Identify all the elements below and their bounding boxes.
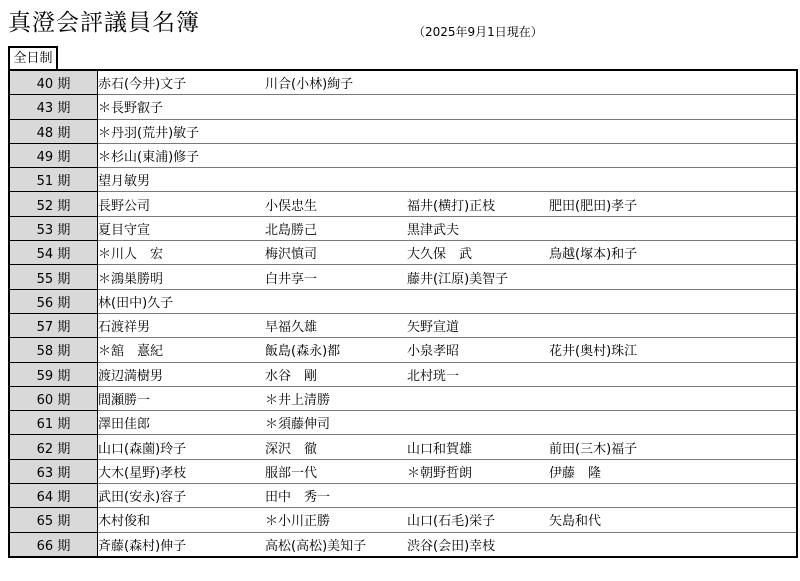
period-cell: 63 期 bbox=[9, 459, 98, 483]
member-name-cell bbox=[407, 70, 549, 95]
period-cell: 56 期 bbox=[9, 289, 98, 313]
member-name-cell bbox=[265, 143, 407, 167]
member-name-cell: 肥田(肥田)孝子 bbox=[549, 192, 797, 216]
period-cell: 64 期 bbox=[9, 484, 98, 508]
member-name-cell bbox=[549, 216, 797, 240]
period-cell: 53 期 bbox=[9, 216, 98, 240]
member-name-cell: 川合(小林)絢子 bbox=[265, 70, 407, 95]
period-cell: 40 期 bbox=[9, 70, 98, 95]
member-name-cell: 鳥越(塚本)和子 bbox=[549, 241, 797, 265]
member-name-cell bbox=[407, 168, 549, 192]
member-name-cell bbox=[549, 411, 797, 435]
member-name-cell bbox=[407, 289, 549, 313]
period-cell: 66 期 bbox=[9, 532, 98, 557]
member-name-cell bbox=[407, 143, 549, 167]
member-name-cell: 深沢 徹 bbox=[265, 435, 407, 459]
period-cell: 48 期 bbox=[9, 119, 98, 143]
table-row bbox=[9, 508, 797, 532]
period-cell: 57 期 bbox=[9, 313, 98, 337]
member-name-cell: 早福久雄 bbox=[265, 313, 407, 337]
member-name-cell: 渡辺満樹男 bbox=[98, 362, 266, 386]
member-name-cell: 水谷 剛 bbox=[265, 362, 407, 386]
member-name-cell: 赤石(今井)文子 bbox=[98, 70, 266, 95]
member-name-cell: 矢野宣道 bbox=[407, 313, 549, 337]
member-name-cell: 木村俊和 bbox=[98, 508, 266, 532]
table-row bbox=[9, 338, 797, 362]
member-name-cell: ＊杉山(東浦)修子 bbox=[98, 143, 266, 167]
member-name-cell bbox=[407, 411, 549, 435]
member-name-cell: 福井(横打)正枝 bbox=[407, 192, 549, 216]
member-name-cell bbox=[549, 143, 797, 167]
member-name-cell: 服部一代 bbox=[265, 459, 407, 483]
table-row bbox=[9, 216, 797, 240]
member-name-cell: 小泉孝昭 bbox=[407, 338, 549, 362]
period-cell: 58 期 bbox=[9, 338, 98, 362]
member-name-cell: 石渡祥男 bbox=[98, 313, 266, 337]
member-name-cell bbox=[407, 484, 549, 508]
period-cell: 59 期 bbox=[9, 362, 98, 386]
member-name-cell bbox=[549, 313, 797, 337]
member-name-cell: 渋谷(会田)幸枝 bbox=[407, 538, 496, 554]
member-name-cell: 望月敏男 bbox=[98, 168, 266, 192]
table-row bbox=[9, 411, 797, 435]
member-name-cell: 高松(高松)美知子 bbox=[265, 538, 367, 554]
member-name-cell: 花井(奥村)珠江 bbox=[549, 338, 797, 362]
member-name-cell: 間瀬勝一 bbox=[98, 386, 266, 410]
table-row bbox=[9, 70, 797, 95]
member-name-cell bbox=[549, 386, 797, 410]
period-cell: 49 期 bbox=[9, 143, 98, 167]
member-name-cell: ＊朝野哲朗 bbox=[407, 459, 549, 483]
period-cell: 55 期 bbox=[9, 265, 98, 289]
member-name-cell: 藤井(江原)美智子 bbox=[407, 265, 549, 289]
period-cell: 52 期 bbox=[9, 192, 98, 216]
table-row bbox=[9, 265, 797, 289]
member-name-cell: 大久保 武 bbox=[407, 241, 549, 265]
period-cell: 43 期 bbox=[9, 95, 98, 119]
member-name-cell: 斉藤(森村)伸子 bbox=[98, 538, 187, 554]
table-row bbox=[9, 143, 797, 167]
table-row bbox=[9, 168, 797, 192]
member-name-cell bbox=[549, 532, 797, 557]
roster-body bbox=[9, 70, 797, 557]
member-name-cell bbox=[549, 289, 797, 313]
member-name-cell bbox=[407, 386, 549, 410]
table-row bbox=[9, 459, 797, 483]
member-name-cell: 大木(星野)孝枝 bbox=[98, 459, 266, 483]
page-title: 真澄会評議員名簿 bbox=[8, 10, 200, 36]
member-name-cell bbox=[265, 168, 407, 192]
period-cell: 65 期 bbox=[9, 508, 98, 532]
period-cell: 60 期 bbox=[9, 386, 98, 410]
member-name-cell bbox=[549, 119, 797, 143]
table-row bbox=[9, 532, 797, 557]
member-name-cell bbox=[549, 265, 797, 289]
roster-table bbox=[8, 69, 798, 558]
table-row bbox=[9, 484, 797, 508]
member-name-cell: 山口(石毛)栄子 bbox=[407, 508, 549, 532]
member-name-cell: 黒津武夫 bbox=[407, 216, 549, 240]
category-label: 全日制 bbox=[8, 46, 58, 69]
member-name-cell: 北島勝己 bbox=[265, 216, 407, 240]
table-row bbox=[9, 119, 797, 143]
member-name-cell: ＊長野叡子 bbox=[98, 95, 266, 119]
member-name-cell: 小俣忠生 bbox=[265, 192, 407, 216]
period-cell: 51 期 bbox=[9, 168, 98, 192]
table-row bbox=[9, 241, 797, 265]
table-row bbox=[9, 362, 797, 386]
member-name-cell bbox=[265, 289, 407, 313]
member-name-cell bbox=[549, 168, 797, 192]
table-row bbox=[9, 95, 797, 119]
member-name-cell: 山口(森薗)玲子 bbox=[98, 435, 266, 459]
table-row bbox=[9, 192, 797, 216]
member-name-cell: ＊井上清勝 bbox=[265, 386, 407, 410]
member-name-cell bbox=[265, 95, 407, 119]
table-row bbox=[9, 435, 797, 459]
member-name-cell: 田中 秀一 bbox=[265, 484, 407, 508]
member-name-cell: 飯島(森永)都 bbox=[265, 338, 407, 362]
member-name-cell bbox=[407, 95, 549, 119]
member-name-cell: 長野公司 bbox=[98, 192, 266, 216]
member-name-cell bbox=[407, 119, 549, 143]
period-cell: 54 期 bbox=[9, 241, 98, 265]
member-name-cell: 澤田佳郎 bbox=[98, 411, 266, 435]
member-name-cell: 矢島和代 bbox=[549, 508, 797, 532]
member-name-cell: 林(田中)久子 bbox=[98, 289, 266, 313]
as-of-date: （2025年9月1日現在） bbox=[413, 25, 543, 39]
member-name-cell: 武田(安永)容子 bbox=[98, 484, 266, 508]
member-name-cell bbox=[549, 70, 797, 95]
table-row bbox=[9, 313, 797, 337]
member-name-cell: ＊須藤伸司 bbox=[265, 411, 407, 435]
member-name-cell: ＊舘 憙紀 bbox=[98, 338, 266, 362]
member-name-cell: 前田(三木)福子 bbox=[549, 435, 797, 459]
member-name-cell: 伊藤 隆 bbox=[549, 459, 797, 483]
member-name-cell: 夏目守宣 bbox=[98, 216, 266, 240]
member-name-cell bbox=[549, 362, 797, 386]
member-name-cell: 山口和賀雄 bbox=[407, 435, 549, 459]
member-name-cell: ＊鴻巣勝明 bbox=[98, 265, 266, 289]
table-row bbox=[9, 386, 797, 410]
period-cell: 62 期 bbox=[9, 435, 98, 459]
member-name-cell bbox=[549, 95, 797, 119]
member-name-cell: 北村珖一 bbox=[407, 362, 549, 386]
member-name-cell: ＊川人 宏 bbox=[98, 241, 266, 265]
table-row bbox=[9, 289, 797, 313]
member-name-cell: 白井享一 bbox=[265, 265, 407, 289]
member-name-cell bbox=[265, 119, 407, 143]
member-name-cell bbox=[549, 484, 797, 508]
member-name-cell: ＊小川正勝 bbox=[265, 508, 407, 532]
member-name-cell: ＊丹羽(荒井)敏子 bbox=[98, 119, 266, 143]
period-cell: 61 期 bbox=[9, 411, 98, 435]
member-name-cell: 梅沢慎司 bbox=[265, 241, 407, 265]
